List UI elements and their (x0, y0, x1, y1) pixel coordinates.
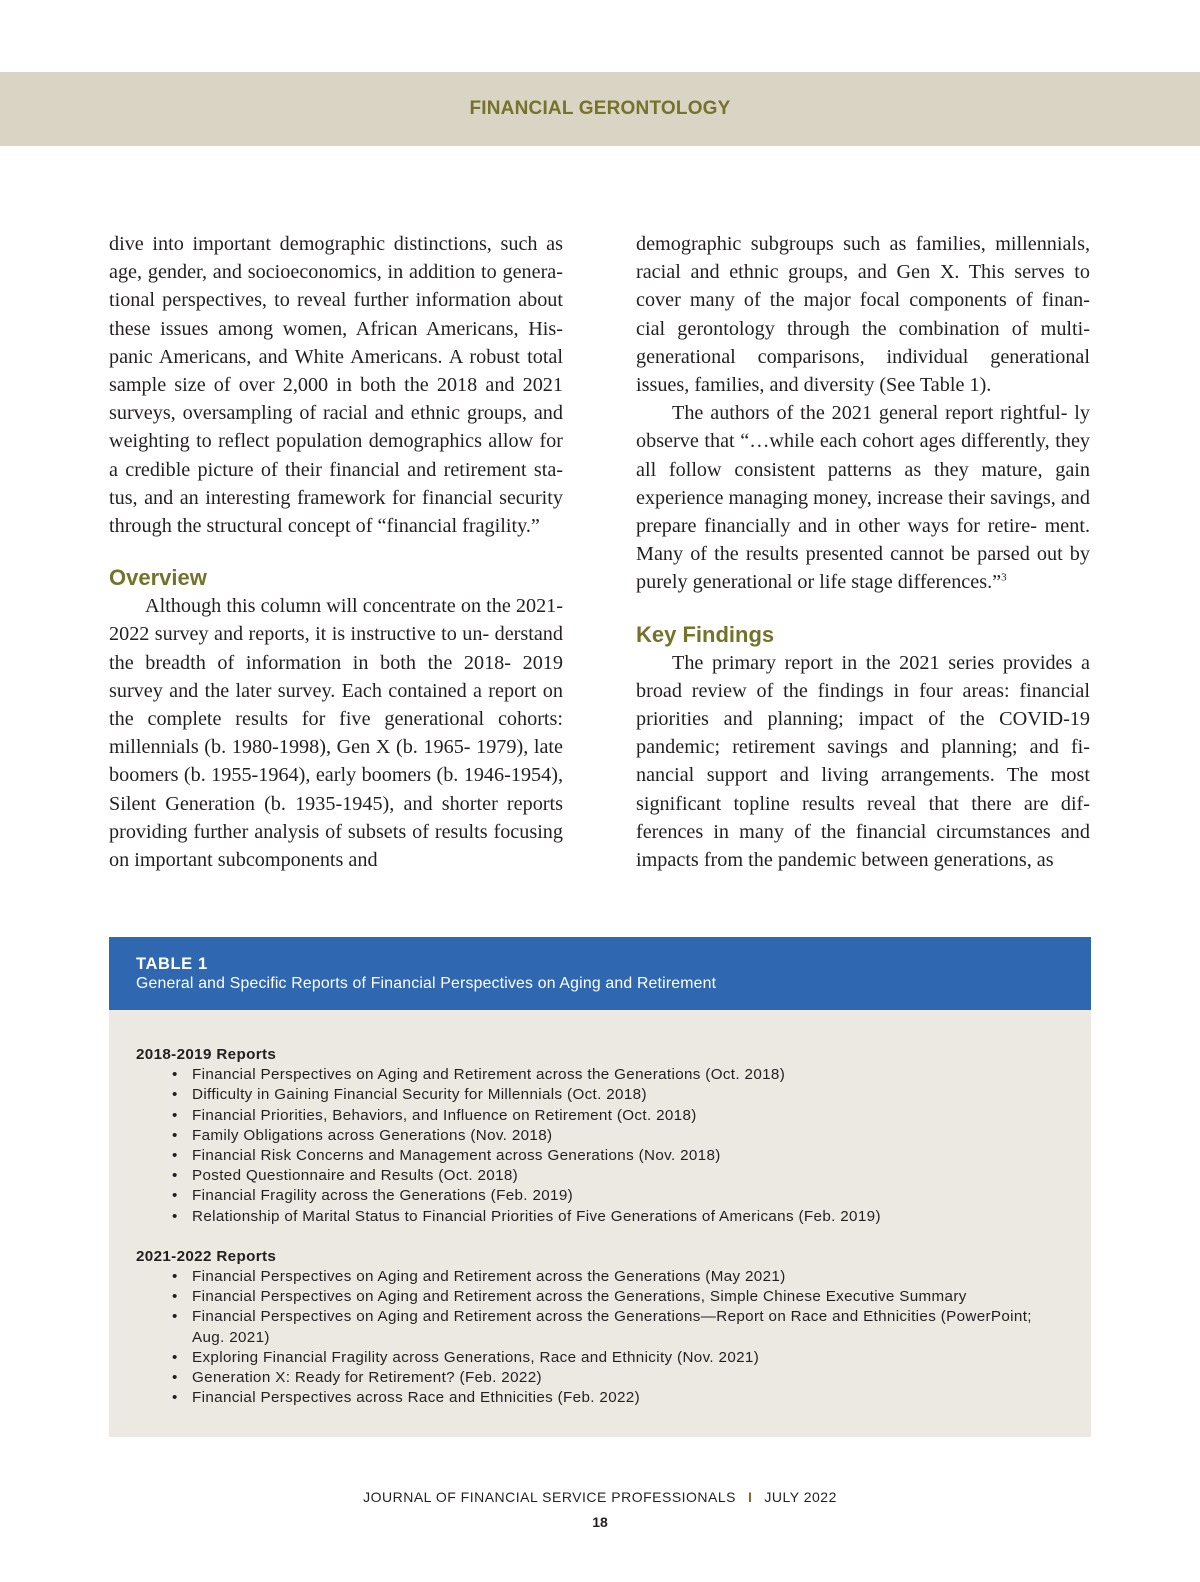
spacer (109, 540, 563, 564)
section-heading-key-findings: Key Findings (636, 621, 775, 647)
running-header-title: FINANCIAL GERONTOLOGY (469, 98, 731, 119)
footer-separator: I (748, 1489, 753, 1505)
report-list (136, 1065, 1066, 1227)
list-item: • Posted Questionnaire and Results (Oct. 2018) (136, 1166, 1066, 1186)
body-paragraph: demographic subgroups such as families, millennials, racial and ethnic groups, and Gen X. This serves to cover many of the major focal components of finan- cial gerontology through the combination of multi- generational comparisons, individual generational issues, families, and diversity (See Table 1). (636, 233, 1090, 397)
report-list (136, 1267, 1066, 1408)
table-body (136, 1045, 1066, 1408)
list-item: • Financial Perspectives on Aging and Retirement across the Generations—Report on Race and Ethnicities (PowerPoint; Aug. 2021) (136, 1307, 1066, 1347)
list-item: • Financial Perspectives on Aging and Retirement across the Generations, Simple Chinese Executive Summary (136, 1287, 1066, 1307)
body-paragraph: The primary report in the 2021 series provides a broad review of the findings in four areas: financial priorities and planning; impact of the COVID-19 pandemic; retirement savings and planning; and fi- nancial support and living arrangements. The most significant topline results reveal that there are dif- ferences in many of the financial circumstances and impacts from the pandemic between generations, as (636, 651, 1090, 872)
list-item: • Financial Fragility across the Generations (Feb. 2019) (136, 1186, 1066, 1206)
journal-name: JOURNAL OF FINANCIAL SERVICE PROFESSIONALS (363, 1489, 737, 1505)
report-group-title: 2021-2022 Reports (136, 1247, 277, 1265)
list-item: • Relationship of Marital Status to Financial Priorities of Five Generations of Americans (Feb. 2019) (136, 1207, 1066, 1227)
table-caption: General and Specific Reports of Financial Perspectives on Aging and Retirement (136, 975, 717, 992)
list-item: • Difficulty in Gaining Financial Security for Millennials (Oct. 2018) (136, 1085, 1066, 1105)
body-paragraph: Although this column will concentrate on the 2021-2022 survey and reports, it is instructive to un- derstand the breadth of information in both the 2018- 2019 survey and the later survey. Each contained a report on the complete results for five generational cohorts: millennials (b. 1980-1998), Gen X (b. 1965- 1979), late boomers (b. 1955-1964), early boomers (b. 1946-1954), Silent Generation (b. 1935-1945), and shorter reports providing further analysis of subsets of results focusing on important subcomponents and (109, 595, 563, 872)
list-item: • Financial Risk Concerns and Management across Generations (Nov. 2018) (136, 1146, 1066, 1166)
report-group-title: 2018-2019 Reports (136, 1046, 277, 1063)
list-item: • Exploring Financial Fragility across Generations, Race and Ethnicity (Nov. 2021) (136, 1348, 1066, 1368)
body-paragraph-quote (636, 399, 1090, 596)
list-item: • Family Obligations across Generations (Nov. 2018) (136, 1126, 1066, 1146)
footnote-reference[interactable]: 3 (1001, 571, 1007, 584)
table-header-bar (109, 937, 1091, 1010)
quote-text: The authors of the 2021 general report rightful- ly observe that “…while each cohort ages differently, they all follow consistent patterns as they mature, gain experience managing money, increase their savings, and prepare financially and in other ways for retire- ment. Many of the results presented cannot be parsed out by purely generational or life stage differences.” (636, 402, 1090, 594)
list-item: • Financial Perspectives on Aging and Retirement across the Generations (May 2021) (136, 1267, 1066, 1287)
right-column (636, 230, 1090, 874)
list-item: • Financial Perspectives across Race and Ethnicities (Feb. 2022) (136, 1388, 1066, 1408)
list-item: • Financial Perspectives on Aging and Retirement across the Generations (Oct. 2018) (136, 1065, 1066, 1085)
body-paragraph: dive into important demographic distinctions, such as age, gender, and socioeconomics, in addition to genera- tional perspectives, to reveal further information about these issues among women, African Americans, His- panic Americans, and White Americans. A robust total sample size of over 2,000 in both the 2018 and 2021 surveys, oversampling of racial and ethnic groups, and weighting to reflect population demographics allow for a credible picture of their financial and retirement sta- tus, and an interesting framework for financial security through the structural concept of “financial fragility.” (109, 233, 563, 538)
section-heading-overview: Overview (109, 565, 207, 591)
spacer (636, 597, 1090, 621)
list-item: • Financial Priorities, Behaviors, and Influence on Retirement (Oct. 2018) (136, 1106, 1066, 1126)
page-number: 18 (592, 1514, 608, 1530)
table-label: TABLE 1 (136, 955, 208, 973)
page-footer (0, 1489, 1200, 1505)
table-1-box (109, 937, 1091, 1437)
left-column (109, 230, 563, 874)
issue-date: JULY 2022 (764, 1489, 837, 1505)
list-item: • Generation X: Ready for Retirement? (Feb. 2022) (136, 1368, 1066, 1388)
spacer (136, 1227, 1066, 1247)
